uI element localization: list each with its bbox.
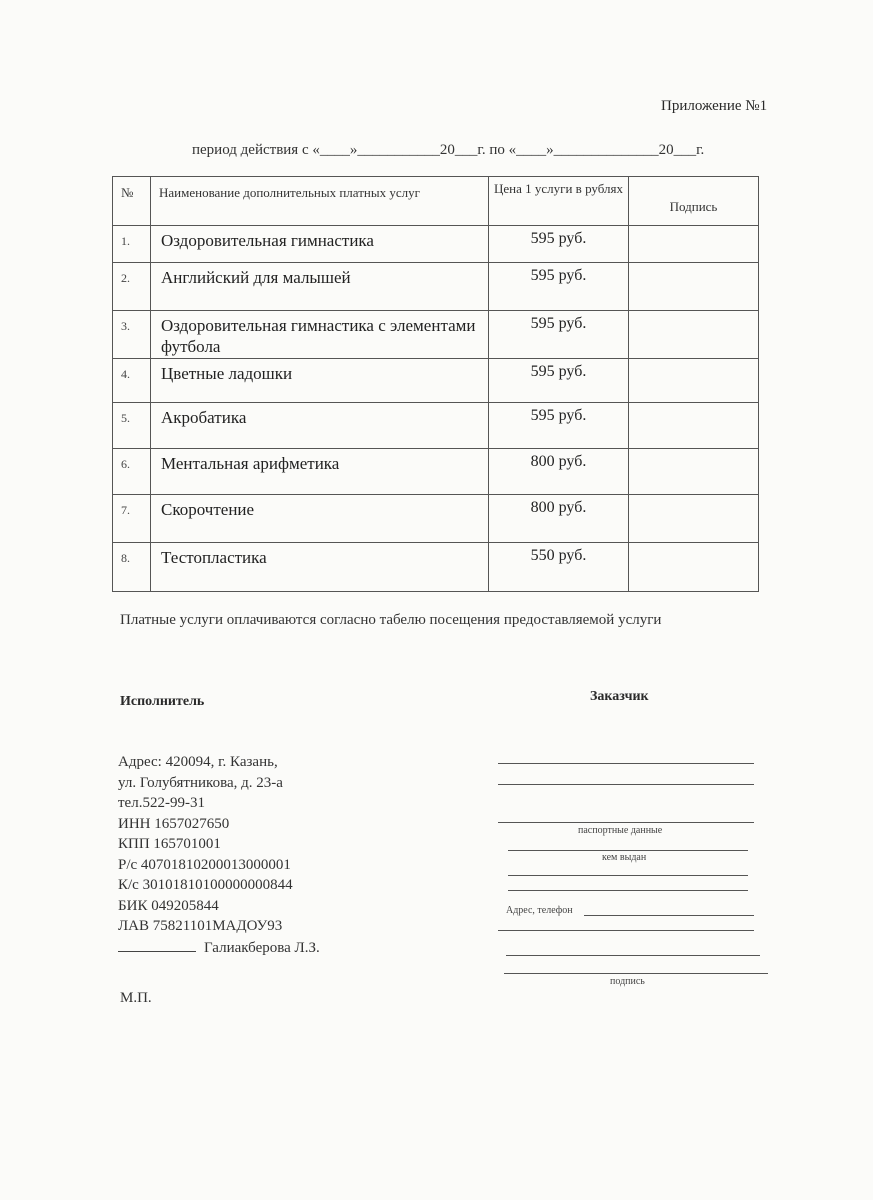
executor-signature-row [118, 937, 320, 958]
executor-details [118, 752, 320, 957]
executor-ks: К/с 30101810100000000844 [118, 877, 293, 893]
executor-signer-name: Галиакберова Л.З. [204, 939, 320, 956]
address-phone-label: Адрес, телефон [506, 905, 573, 916]
row-price: 595 руб. [530, 363, 587, 380]
row-price: 595 руб. [530, 407, 587, 424]
table-row [113, 359, 759, 403]
row-num: 3. [121, 319, 130, 333]
services-table [112, 176, 759, 592]
appendix-title: Приложение №1 [661, 98, 768, 114]
validity-period: период действия с «____»___________20___г. по «____»______________20___г. [192, 142, 705, 158]
customer-blank-line [508, 850, 748, 851]
row-name: Скорочтение [161, 500, 255, 519]
executor-phone: тел.522-99-31 [118, 795, 205, 811]
executor-address-line2: ул. Голубятникова, д. 23-а [118, 774, 283, 791]
customer-blank-line [498, 822, 754, 823]
row-price: 595 руб. [530, 315, 587, 332]
customer-blank-line [498, 763, 754, 764]
row-sign-cell [629, 226, 759, 263]
row-sign-cell [629, 449, 759, 495]
table-row [113, 449, 759, 495]
executor-title: Исполнитель [120, 694, 205, 709]
customer-signature-line [504, 973, 768, 974]
payment-note: Платные услуги оплачиваются согласно табелю посещения предоставляемой услуги [120, 612, 662, 628]
executor-rs: Р/с 40701810200013000001 [118, 856, 291, 873]
customer-blank-line [584, 915, 754, 916]
table-row [113, 311, 759, 359]
executor-kpp: КПП 165701001 [118, 836, 221, 852]
row-sign-cell [629, 311, 759, 359]
signature-label: подпись [610, 976, 645, 987]
table-header-row [113, 177, 759, 226]
customer-blank-line [498, 930, 754, 931]
row-name: Оздоровительная гимнастика [161, 231, 374, 250]
executor-signature-line [118, 937, 196, 952]
customer-blank-line [498, 784, 754, 785]
row-price: 595 руб. [530, 230, 587, 247]
stamp-place: М.П. [120, 990, 152, 1006]
customer-title: Заказчик [590, 689, 649, 704]
row-num: 4. [121, 367, 130, 381]
row-sign-cell [629, 263, 759, 311]
row-name: Ментальная арифметика [161, 454, 340, 473]
row-name: Акробатика [161, 408, 247, 427]
row-name: Цветные ладошки [161, 364, 293, 383]
table-row [113, 495, 759, 543]
row-num: 8. [121, 551, 130, 565]
row-num: 7. [121, 503, 130, 517]
row-num: 5. [121, 411, 130, 425]
table-row [113, 543, 759, 592]
customer-blank-line [508, 890, 748, 891]
row-name: Английский для малышей [161, 268, 351, 287]
row-name: Оздоровительная гимнастика с элементами футбола [161, 316, 476, 356]
table-row [113, 403, 759, 449]
row-num: 1. [121, 234, 130, 248]
customer-blank-line [508, 875, 748, 876]
table-row [113, 263, 759, 311]
row-price: 550 руб. [530, 547, 587, 564]
customer-blank-line [506, 955, 760, 956]
executor-lav: ЛАВ 75821101МАДОУ93 [118, 918, 283, 934]
row-num: 6. [121, 457, 130, 471]
row-price: 595 руб. [530, 267, 587, 284]
row-sign-cell [629, 495, 759, 543]
executor-address-line1: Адрес: 420094, г. Казань, [118, 754, 278, 770]
header-price: Цена 1 услуги в рублях [489, 177, 629, 226]
row-name: Тестопластика [161, 548, 267, 567]
executor-inn: ИНН 1657027650 [118, 815, 230, 832]
header-num: № [113, 177, 151, 226]
row-num: 2. [121, 271, 130, 285]
passport-label: паспортные данные [578, 825, 663, 836]
header-name: Наименование дополнительных платных услуг [151, 177, 489, 226]
row-price: 800 руб. [530, 453, 587, 470]
header-sign: Подпись [629, 177, 759, 226]
table-row [113, 226, 759, 263]
row-sign-cell [629, 403, 759, 449]
executor-bik: БИК 049205844 [118, 897, 219, 914]
row-sign-cell [629, 359, 759, 403]
row-sign-cell [629, 543, 759, 592]
row-price: 800 руб. [530, 499, 587, 516]
issued-by-label: кем выдан [602, 852, 647, 863]
